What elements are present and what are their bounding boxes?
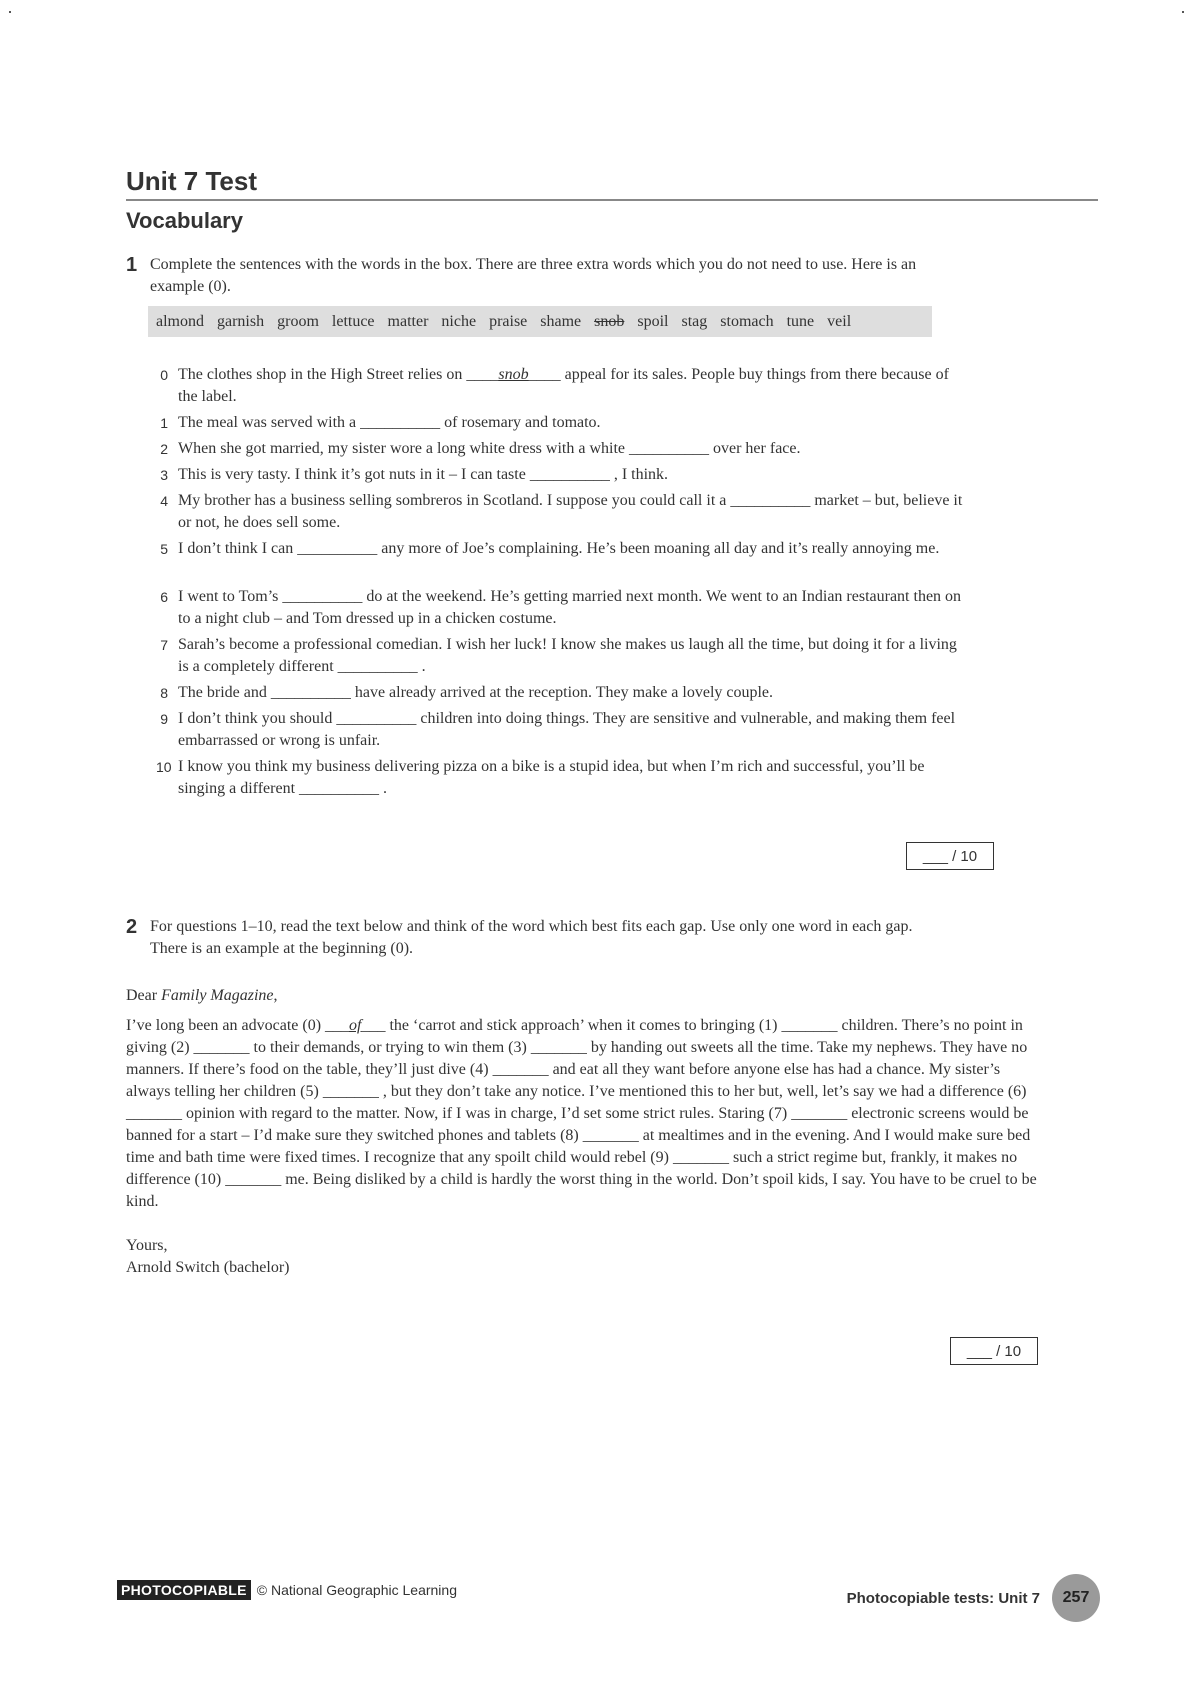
- score-box[interactable]: ___ / 10: [950, 1337, 1038, 1365]
- word-chip: stag: [681, 313, 708, 330]
- photocopiable-badge: PHOTOCOPIABLE: [117, 1580, 251, 1600]
- letter-text: [126, 985, 1046, 1279]
- question-text: This is very tasty. I think it’s got nuts in it – I can taste __________ , I think.: [178, 466, 669, 483]
- question-number: 2: [160, 441, 168, 457]
- word-chip: tune: [786, 313, 815, 330]
- page-number: 257: [1052, 1574, 1100, 1622]
- word-chip: spoil: [637, 313, 669, 330]
- question-number: 6: [160, 589, 168, 605]
- word-chip: snob: [594, 313, 625, 330]
- question-text: Sarah’s become a professional comedian. I wish her luck! I know she makes us laugh all the time, but doing it for a living is a completely different __________ .: [178, 636, 957, 675]
- exercise-number: 1: [126, 254, 138, 276]
- footer-right: [847, 1574, 1100, 1622]
- example-answer: snob: [498, 366, 529, 383]
- letter-closing: Yours,: [126, 1237, 168, 1254]
- word-chip: veil: [827, 313, 852, 330]
- word-chip: garnish: [217, 313, 265, 330]
- unit-title: Unit 7 Test: [126, 166, 1098, 201]
- word-chip: almond: [156, 313, 204, 330]
- question-number: 1: [160, 415, 168, 431]
- question-number: 8: [160, 685, 168, 701]
- word-chip: groom: [277, 313, 319, 330]
- question-text: My brother has a business selling sombreros in Scotland. I suppose you could call it a __________ market – but, believe it or not, he does sell some.: [178, 492, 963, 531]
- exercise-instruction: For questions 1–10, read the text below and think of the word which best fits each gap. Use only one word in each gap. There is an example at the beginning (0).: [150, 918, 913, 957]
- score-box[interactable]: ___ / 10: [906, 842, 994, 870]
- word-chip: lettuce: [331, 313, 375, 330]
- footer-left: [117, 1580, 457, 1600]
- word-chip: stomach: [720, 313, 774, 330]
- question-number: 4: [160, 493, 168, 509]
- question-number: 9: [160, 711, 168, 727]
- exercise-2: [126, 916, 1026, 976]
- footer-label: Photocopiable tests: Unit 7: [846, 1589, 1040, 1607]
- word-chip: praise: [489, 313, 528, 330]
- example-answer: of: [349, 1017, 362, 1034]
- question-text: I don’t think I can __________ any more of Joe’s complaining. He’s been moaning all day and it’s really annoying me.: [178, 540, 940, 557]
- word-box: [148, 306, 932, 337]
- question-number: 10: [156, 759, 172, 775]
- corner-mark: [9, 11, 11, 13]
- section-title: Vocabulary: [126, 208, 243, 233]
- question-number: 5: [160, 541, 168, 557]
- corner-mark: [1182, 11, 1184, 13]
- question-number: 7: [160, 637, 168, 653]
- letter-salutation: Dear Family Magazine,: [126, 987, 278, 1004]
- question-text: I don’t think you should __________ children into doing things. They are sensitive and vulnerable, and making them feel embarrassed or wrong is unfair.: [178, 710, 956, 749]
- question-text: The bride and __________ have already arrived at the reception. They make a lovely couple.: [178, 684, 774, 701]
- question-text: I went to Tom’s __________ do at the weekend. He’s getting married next month. We went to an Indian restaurant then on to a night club – and Tom dressed up in a chicken costume.: [178, 588, 962, 627]
- exercise-number: 2: [126, 916, 138, 938]
- exercise-1: [126, 254, 1026, 814]
- letter-signature: Arnold Switch (bachelor): [126, 1259, 290, 1276]
- word-chip: matter: [387, 313, 429, 330]
- question-text: The meal was served with a __________ of rosemary and tomato.: [178, 414, 601, 431]
- word-chip: shame: [540, 313, 582, 330]
- copyright-text: © National Geographic Learning: [256, 1582, 457, 1598]
- question-text: When she got married, my sister wore a long white dress with a white __________ over her face.: [178, 440, 801, 457]
- letter-body: I’ve long been an advocate (0) ___of___ the ‘carrot and stick approach’ when it comes to bringing (1) _______ children. There’s no point in giving (2) _______ to their demands, or trying to win them (3) _______ by handing out sweets all the time. Take my nephews. They have no manners. If there’s food on the table, they’ll just dive (4) _______ and eat all they want before anyone else has had a chance. My sister’s always telling her children (5) _______ , but they don’t take any notice. I’ve mentioned this to her but, well, let’s say we had a difference (6) _______ opinion with regard to the matter. Now, if I was in charge, I’d set some strict rules. Staring (7) _______ electronic screens would be banned for a start – I’d make sure they switched phones and tablets (8) _______ at mealtimes and in the evening. And I would make sure bed time and bath time were fixed times. I recognize that any spoilt child would rebel (9) _______ such a strict regime but, frankly, it makes no difference (10) _______ me. Being disliked by a child is hardly the worst thing in the world. Don’t spoil kids, I say. You have to be cruel to be kind.: [126, 1017, 1037, 1210]
- question-text: The clothes shop in the High Street relies on ____snob____ appeal for its sales. People buy things from there because of the label.: [178, 366, 949, 405]
- question-number: 3: [160, 467, 168, 483]
- word-chip: niche: [441, 313, 477, 330]
- question-text: I know you think my business delivering pizza on a bike is a stupid idea, but when I’m rich and successful, you’ll be singing a different __________ .: [178, 758, 925, 797]
- question-number: 0: [160, 367, 168, 383]
- exercise-instruction: Complete the sentences with the words in the box. There are three extra words which you do not need to use. Here is an example (0).: [150, 256, 917, 295]
